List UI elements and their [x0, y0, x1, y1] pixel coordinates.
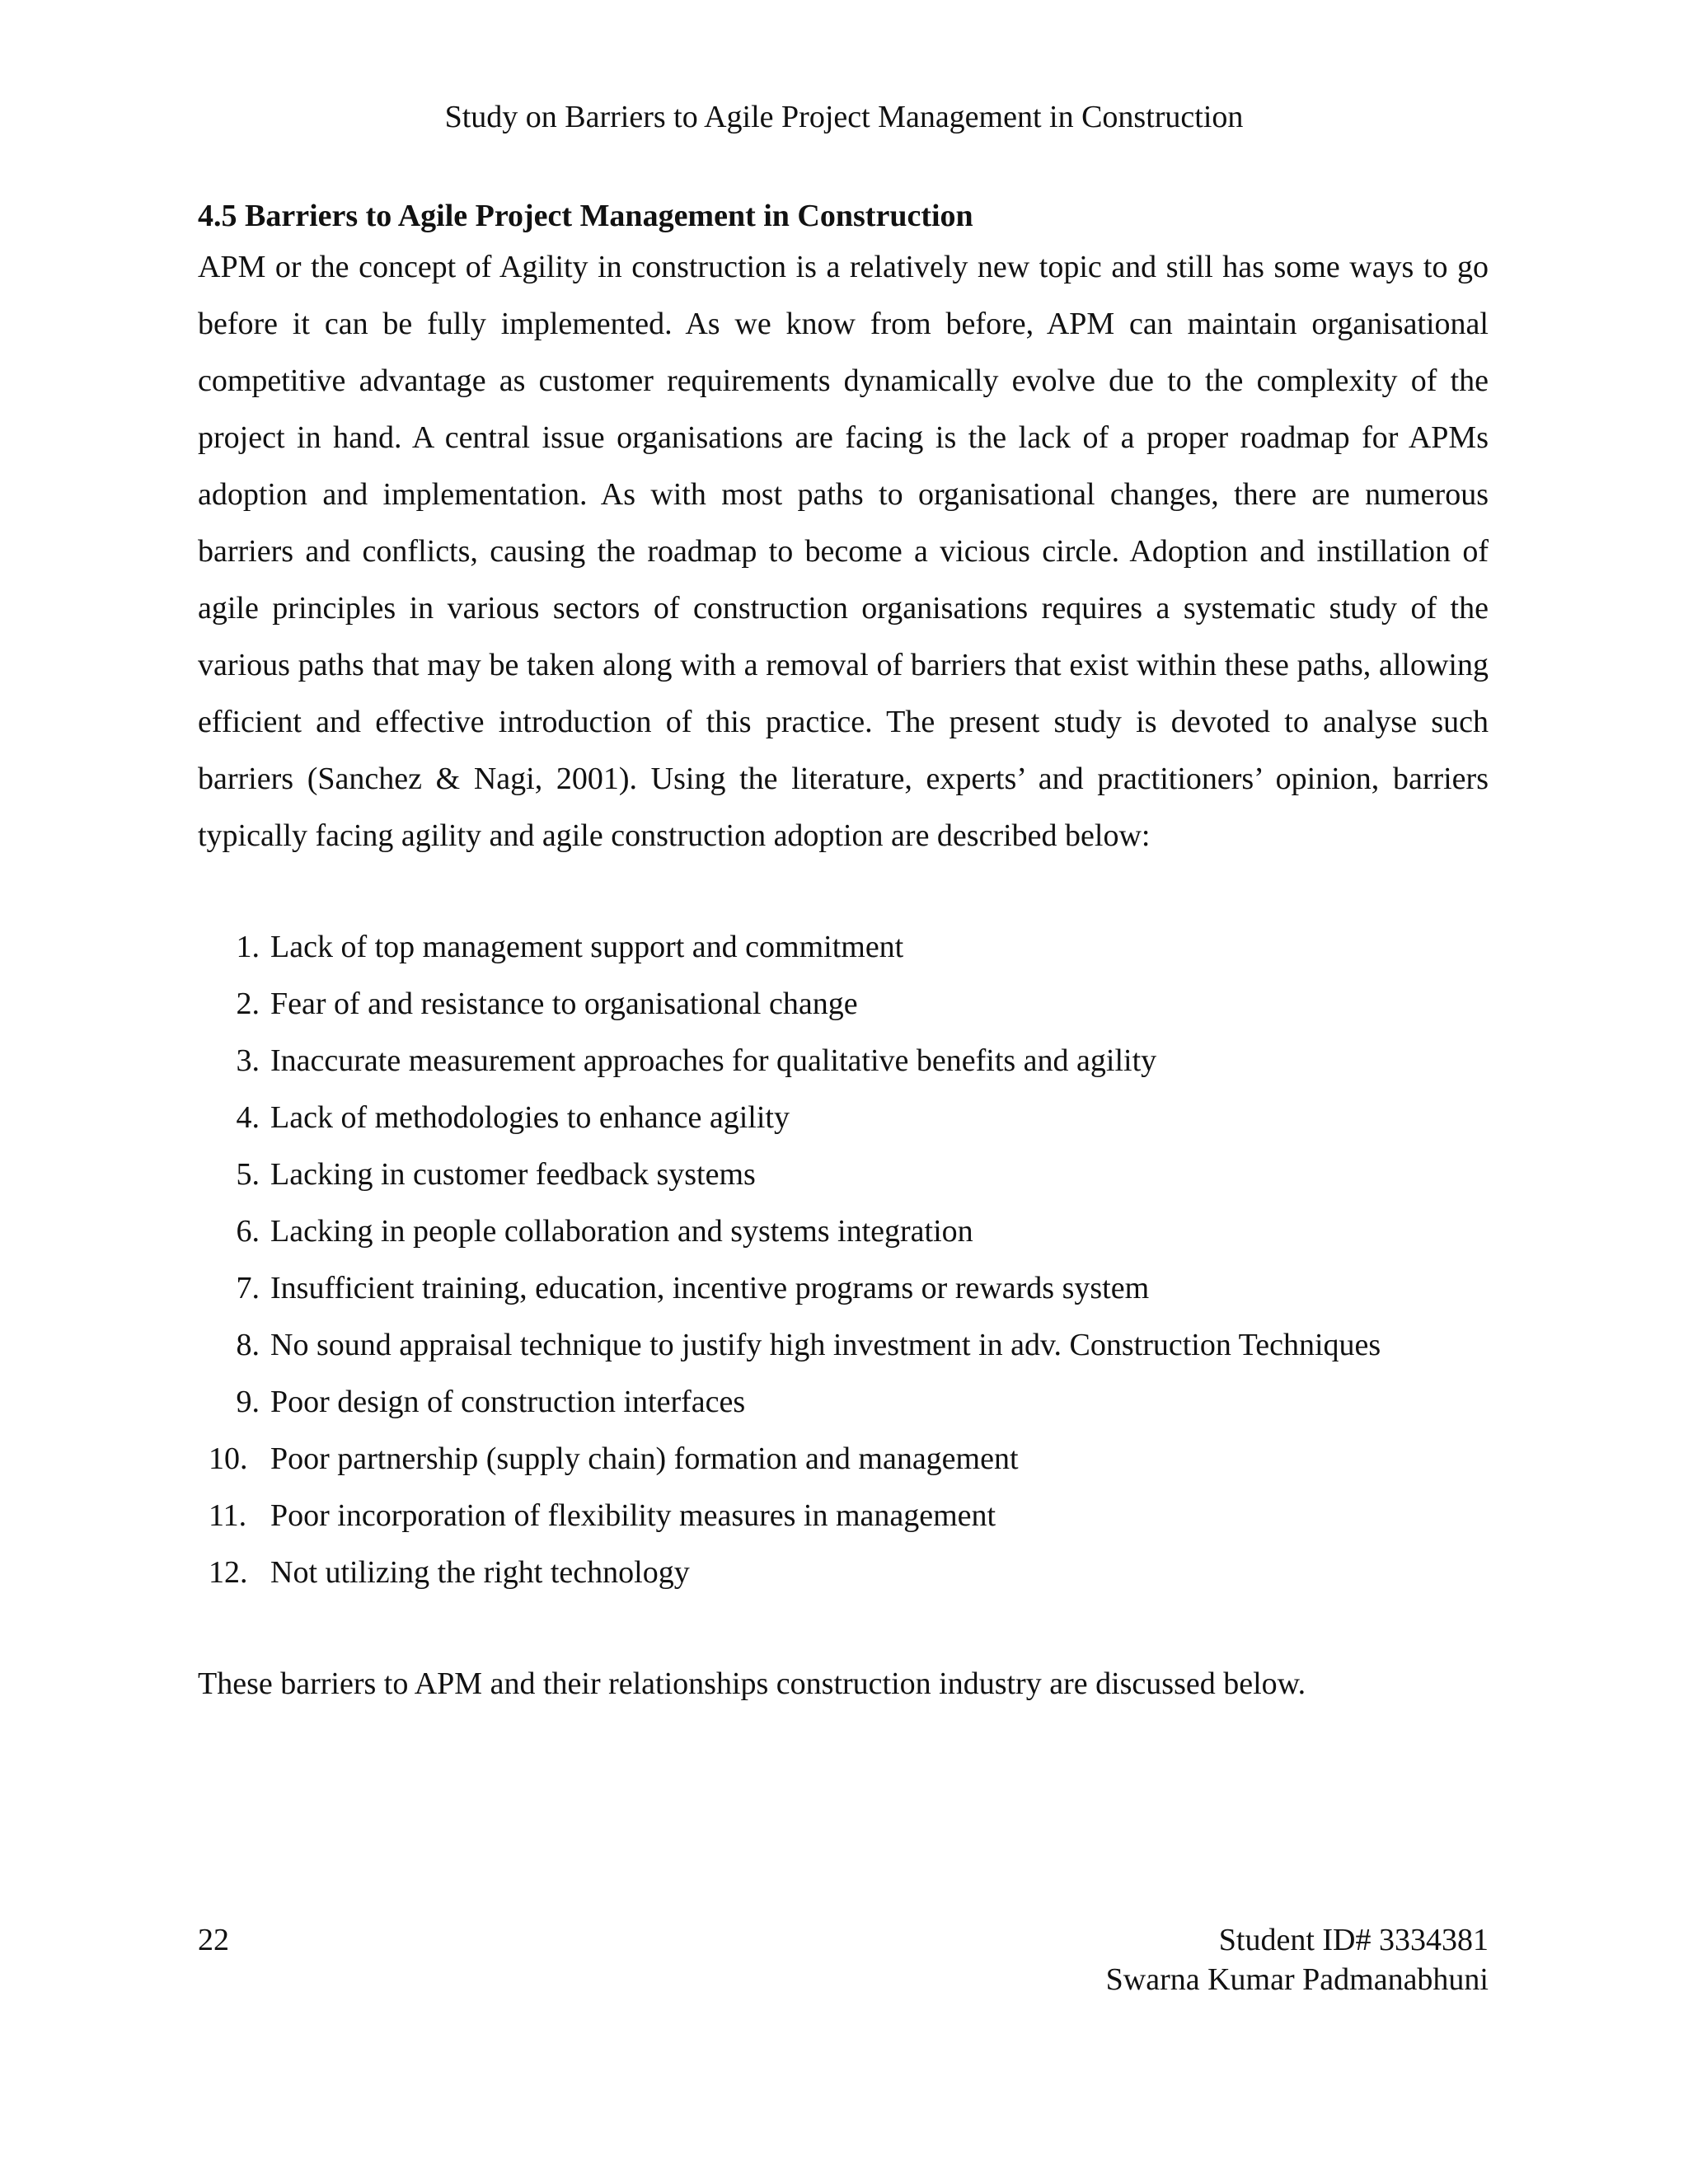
list-item-number: 5.: [236, 1157, 260, 1192]
list-item-number: 1.: [236, 930, 260, 964]
list-item: [198, 1090, 1489, 1146]
list-item: [198, 1146, 1489, 1203]
list-item-text: No sound appraisal technique to justify high investment in adv. Construction Techniques: [270, 1328, 1381, 1362]
page-number: 22: [198, 1923, 229, 1957]
list-item-text: Fear of and resistance to organisational change: [270, 987, 858, 1021]
list-item-text: Lack of methodologies to enhance agility: [270, 1100, 790, 1135]
list-item: [198, 1431, 1489, 1488]
closing-paragraph: These barriers to APM and their relationships construction industry are discussed below.: [198, 1666, 1306, 1701]
list-item-number: 3.: [236, 1043, 260, 1078]
main-content: [198, 196, 1489, 1713]
barriers-list: [198, 919, 1489, 1601]
list-item: [198, 919, 1489, 976]
list-item-number: 10.: [209, 1441, 248, 1476]
list-item-number: 9.: [236, 1385, 260, 1419]
list-item-number: 2.: [236, 987, 260, 1021]
list-item-text: Poor partnership (supply chain) formation and management: [270, 1441, 1019, 1476]
list-item: [198, 1260, 1489, 1317]
list-item: [198, 1488, 1489, 1544]
list-item: [198, 1203, 1489, 1260]
list-item-text: Poor incorporation of flexibility measures in management: [270, 1498, 996, 1533]
list-item-text: Lacking in people collaboration and systems integration: [270, 1214, 973, 1249]
running-header: Study on Barriers to Agile Project Management in Construction: [444, 100, 1244, 134]
list-item-number: 4.: [236, 1100, 260, 1135]
list-item-text: Inaccurate measurement approaches for qualitative benefits and agility: [270, 1043, 1157, 1078]
list-item-text: Lack of top management support and commitment: [270, 930, 904, 964]
list-item-number: 11.: [209, 1498, 247, 1533]
list-item-text: Insufficient training, education, incentive programs or rewards system: [270, 1271, 1150, 1305]
footer-author-block: [1106, 1920, 1489, 1999]
section-heading: 4.5 Barriers to Agile Project Management in Construction: [198, 199, 973, 233]
list-item: [198, 1317, 1489, 1374]
list-item-number: 6.: [236, 1214, 260, 1249]
list-item: [198, 1374, 1489, 1431]
list-item-text: Lacking in customer feedback systems: [270, 1157, 756, 1192]
student-id: Student ID# 3334381: [1218, 1923, 1489, 1957]
list-item: [198, 1544, 1489, 1601]
list-item: [198, 976, 1489, 1033]
list-item-number: 8.: [236, 1328, 260, 1362]
list-item-text: Not utilizing the right technology: [270, 1555, 690, 1590]
list-item-number: 7.: [236, 1271, 260, 1305]
list-item: [198, 1033, 1489, 1090]
author-name: Swarna Kumar Padmanabhuni: [1105, 1962, 1489, 1997]
list-item-text: Poor design of construction interfaces: [270, 1385, 746, 1419]
body-paragraph: APM or the concept of Agility in construction is a relatively new topic and still has some ways to go before it can be fully implemented. As we know from before, APM can maintain organisational competitive advantage as customer requirements dynamically evolve due to the complexity of the project in hand. A central issue organisations are facing is the lack of a proper roadmap for APMs adoption and implementation. As with most paths to organisational changes, there are numerous barriers and conflicts, causing the roadmap to become a vicious circle. Adoption and instillation of agile principles in various sectors of construction organisations requires a systematic study of the various paths that may be taken along with a removal of barriers that exist within these paths, allowing efficient and effective introduction of this practice. The present study is devoted to analyse such barriers (Sanchez & Nagi, 2001). Using the literature, experts’ and practitioners’ opinion, barriers typically facing agility and agile construction adoption are described below:: [198, 250, 1489, 853]
list-item-number: 12.: [209, 1555, 248, 1590]
